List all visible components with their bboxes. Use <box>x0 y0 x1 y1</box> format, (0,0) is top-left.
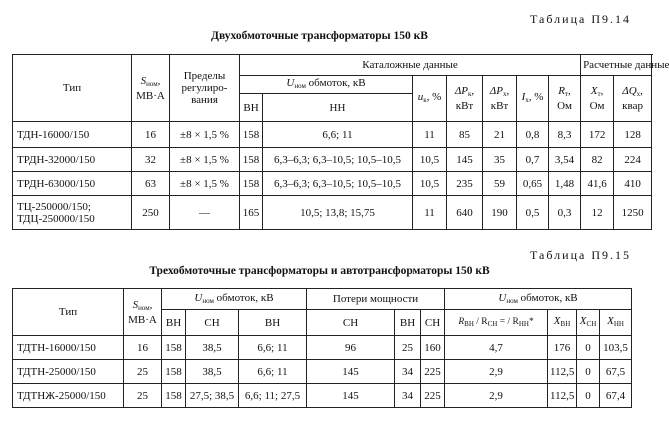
header-sn-3: СН <box>421 310 445 336</box>
cell-r-ratio: 4,7 <box>445 336 548 360</box>
table-row <box>13 172 652 196</box>
cell-s: 16 <box>132 122 170 148</box>
cell-pk: 235 <box>447 172 483 196</box>
cell-qx: 410 <box>614 172 652 196</box>
cell-ix: 0,7 <box>517 148 549 172</box>
cell-ix: 0,65 <box>517 172 549 196</box>
table-number-p9-15: Таблица П9.15 <box>530 248 631 262</box>
cell-type: ТРДН-32000/150 <box>13 148 132 172</box>
header-sn: СН <box>186 310 239 336</box>
cell-loss-sn-2: 225 <box>421 384 445 408</box>
cell-x-sn: 0 <box>577 360 600 384</box>
cell-x-vn: 176 <box>548 336 577 360</box>
cell-loss-vn: 34 <box>395 360 421 384</box>
cell-xt: 12 <box>581 196 614 230</box>
header-vn-2: ВН <box>239 310 307 336</box>
header-rt: $R_т$, Ом <box>549 76 581 122</box>
cell-uk: 10,5 <box>413 148 447 172</box>
cell-qx: 224 <box>614 148 652 172</box>
cell-xt: 41,6 <box>581 172 614 196</box>
cell-type: ТЦ-250000/150; ТДЦ-250000/150 <box>13 196 132 230</box>
cell-loss-sn: 145 <box>307 384 395 408</box>
cell-vn: 158 <box>162 360 186 384</box>
cell-vn: 165 <box>240 196 263 230</box>
cell-vn: 158 <box>240 172 263 196</box>
cell-loss-vn: 34 <box>395 384 421 408</box>
cell-vn: 158 <box>162 336 186 360</box>
cell-x-vn: 112,5 <box>548 360 577 384</box>
cell-px: 190 <box>483 196 517 230</box>
cell-nn: 6,3–6,3; 6,3–10,5; 10,5–10,5 <box>263 148 413 172</box>
header-vn-3: ВН <box>395 310 421 336</box>
header-calculated-data: Расчетные данные <box>581 55 652 76</box>
cell-type: ТДТН-16000/150 <box>13 336 124 360</box>
cell-s: 25 <box>124 384 162 408</box>
cell-ix: 0,5 <box>517 196 549 230</box>
header-s-nom: $S_{ном}$, МВ·А <box>124 289 162 336</box>
header-regulation-limits: Пределы регулиро- вания <box>170 55 240 122</box>
table-row <box>13 196 652 230</box>
cell-rt: 8,3 <box>549 122 581 148</box>
cell-nn: 10,5; 13,8; 15,75 <box>263 196 413 230</box>
cell-uk: 11 <box>413 122 447 148</box>
header-u-nom: $U_{ном}$ обмоток, кВ <box>240 76 413 94</box>
cell-uk: 10,5 <box>413 172 447 196</box>
header-ix: $I_х$, % <box>517 76 549 122</box>
cell-uk: 11 <box>413 196 447 230</box>
cell-rt: 3,54 <box>549 148 581 172</box>
cell-x-nn: 103,5 <box>600 336 632 360</box>
cell-type: ТДН-16000/150 <box>13 122 132 148</box>
cell-x-nn: 67,4 <box>600 384 632 408</box>
cell-limits: ±8 × 1,5 % <box>170 172 240 196</box>
cell-ix: 0,8 <box>517 122 549 148</box>
cell-pk: 640 <box>447 196 483 230</box>
cell-type: ТДТН-25000/150 <box>13 360 124 384</box>
table-row <box>13 360 632 384</box>
header-type: Тип <box>13 289 124 336</box>
header-s-nom: $S_{ном}$, МВ·А <box>132 55 170 122</box>
header-x-nn: $X_{НН}$ <box>600 310 632 336</box>
cell-sn: 27,5; 38,5 <box>186 384 239 408</box>
header-pk: $\Delta P_к$, кВт <box>447 76 483 122</box>
three-winding-transformers-table <box>12 288 632 408</box>
cell-qx: 128 <box>614 122 652 148</box>
cell-nn: 6,6; 11 <box>239 360 307 384</box>
cell-s: 16 <box>124 336 162 360</box>
header-row <box>13 55 652 76</box>
header-u-nom-2: $U_{ном}$ обмоток, кВ <box>445 289 632 310</box>
cell-sn: 38,5 <box>186 336 239 360</box>
cell-xt: 172 <box>581 122 614 148</box>
table-row <box>13 336 632 360</box>
cell-px: 35 <box>483 148 517 172</box>
cell-px: 21 <box>483 122 517 148</box>
cell-limits: — <box>170 196 240 230</box>
cell-x-nn: 67,5 <box>600 360 632 384</box>
cell-vn: 158 <box>240 148 263 172</box>
header-sn-2: СН <box>307 310 395 336</box>
cell-loss-sn: 96 <box>307 336 395 360</box>
header-uk: $u_к$, % <box>413 76 447 122</box>
cell-nn: 6,6; 11 <box>263 122 413 148</box>
table-title-p9-15: Трехобмоточные трансформаторы и автотрансформаторы 150 кВ <box>149 265 490 277</box>
cell-r-ratio: 2,9 <box>445 384 548 408</box>
cell-loss-sn-2: 160 <box>421 336 445 360</box>
cell-rt: 1,48 <box>549 172 581 196</box>
table-row <box>13 384 632 408</box>
cell-vn: 158 <box>162 384 186 408</box>
table-title-p9-14: Двухобмоточные трансформаторы 150 кВ <box>211 30 428 42</box>
table-number-p9-14: Таблица П9.14 <box>530 12 631 26</box>
cell-nn: 6,6; 11; 27,5 <box>239 384 307 408</box>
header-r-ratio: $R_{ВН} / R_{СН}$ = / $R_{НН}*$ <box>445 310 548 336</box>
header-x-vn: $X_{ВН}$ <box>548 310 577 336</box>
header-row <box>13 289 632 310</box>
header-xt: $X_т$, Ом <box>581 76 614 122</box>
cell-limits: ±8 × 1,5 % <box>170 148 240 172</box>
table-row <box>13 148 652 172</box>
header-u-nom: $U_{ном}$ обмоток, кВ <box>162 289 307 310</box>
cell-type: ТДТНЖ-25000/150 <box>13 384 124 408</box>
cell-vn: 158 <box>240 122 263 148</box>
header-power-losses: Потери мощности <box>307 289 445 310</box>
cell-pk: 145 <box>447 148 483 172</box>
cell-rt: 0,3 <box>549 196 581 230</box>
cell-xt: 82 <box>581 148 614 172</box>
cell-x-sn: 0 <box>577 384 600 408</box>
cell-s: 63 <box>132 172 170 196</box>
header-x-sn: $X_{СН}$ <box>577 310 600 336</box>
cell-x-sn: 0 <box>577 336 600 360</box>
cell-limits: ±8 × 1,5 % <box>170 122 240 148</box>
cell-qx: 1250 <box>614 196 652 230</box>
header-vn: ВН <box>240 94 263 122</box>
header-px: $\Delta P_х$, кВт <box>483 76 517 122</box>
cell-pk: 85 <box>447 122 483 148</box>
cell-sn: 38,5 <box>186 360 239 384</box>
cell-px: 59 <box>483 172 517 196</box>
header-type: Тип <box>13 55 132 122</box>
header-catalog-data: Каталожные данные <box>240 55 581 76</box>
cell-type: ТРДН-63000/150 <box>13 172 132 196</box>
cell-loss-vn: 25 <box>395 336 421 360</box>
cell-nn: 6,3–6,3; 6,3–10,5; 10,5–10,5 <box>263 172 413 196</box>
table-row <box>13 122 652 148</box>
two-winding-transformers-table <box>12 54 669 230</box>
header-nn: НН <box>263 94 413 122</box>
cell-x-vn: 112,5 <box>548 384 577 408</box>
cell-s: 250 <box>132 196 170 230</box>
cell-loss-sn-2: 225 <box>421 360 445 384</box>
header-vn: ВН <box>162 310 186 336</box>
header-qx: $\Delta Q_х$, квар <box>614 76 652 122</box>
cell-s: 25 <box>124 360 162 384</box>
cell-r-ratio: 2,9 <box>445 360 548 384</box>
cell-nn: 6,6; 11 <box>239 336 307 360</box>
cell-loss-sn: 145 <box>307 360 395 384</box>
cell-s: 32 <box>132 148 170 172</box>
